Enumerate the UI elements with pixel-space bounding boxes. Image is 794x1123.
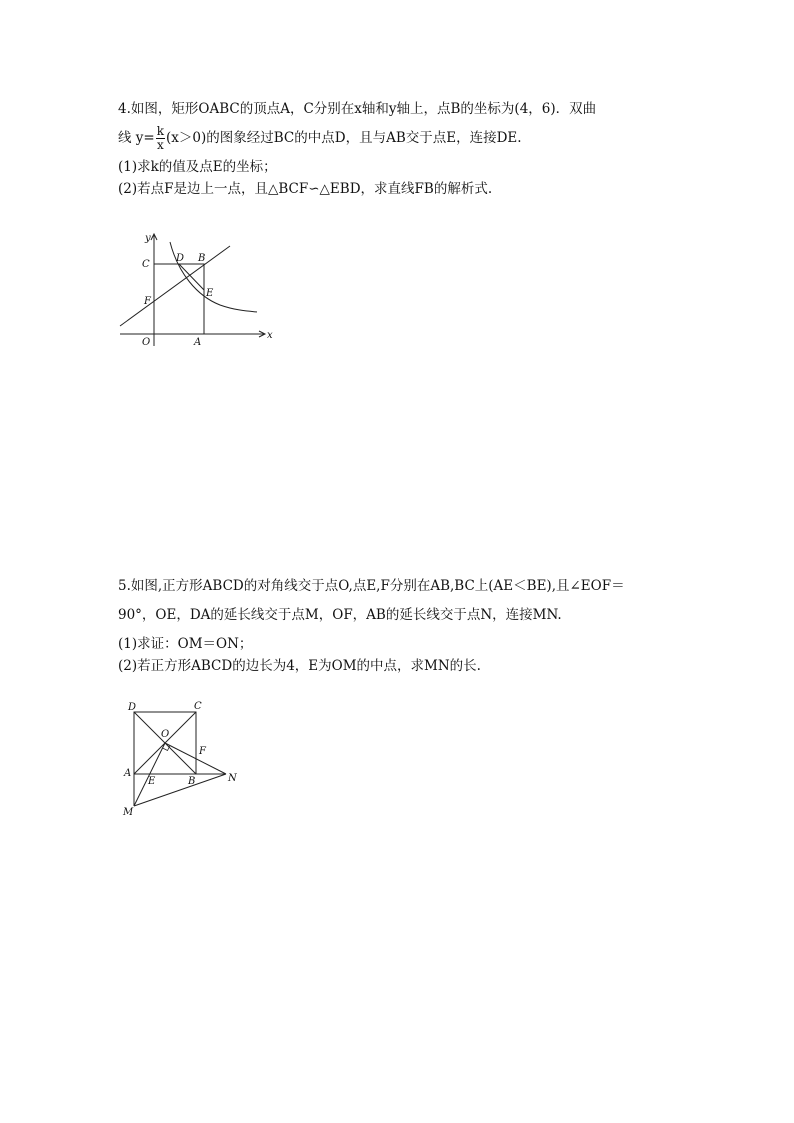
problem-5-question-1: (1)求证：OM＝ON； [118,636,253,652]
fraction-denominator: x [156,138,164,152]
label-point-d: D [176,253,185,264]
label-point-f: F [144,296,151,307]
label-point-n: N [228,773,237,784]
problem-4-question-2: (2)若点F是边上一点，且△BCF∽△EBD，求直线FB的解析式. [118,181,493,197]
problem-4-line-2-prefix: 线 y= [118,130,155,146]
label-point-c: C [194,701,202,712]
label-point-o: O [142,337,151,348]
label-point-c: C [142,259,150,270]
figure-5 [118,696,248,821]
problem-5-line-2: 90°，OE，DA的延长线交于点M，OF，AB的延长线交于点N，连接MN. [118,607,562,623]
label-point-o: O [161,729,170,740]
problem-5-line-1: 5.如图,正方形ABCD的对角线交于点O,点E,F分别在AB,BC上(AE＜BE),且∠EOF＝ [118,578,625,594]
fraction-k-over-x [156,125,165,152]
label-point-b: B [188,776,196,787]
label-point-m: M [123,807,134,818]
fraction-numerator: k [156,124,165,138]
figure-5-diagram [118,696,248,821]
problem-4-line-2 [118,120,718,156]
problem-4 [118,98,718,200]
label-point-b: B [198,253,206,264]
label-point-a: A [124,768,132,779]
problem-4-question-1: (1)求k的值及点E的坐标； [118,159,277,175]
problem-4-line-1: 4.如图，矩形OABC的顶点A，C分别在x轴和y轴上，点B的坐标为(4，6)．双曲 [118,101,597,117]
figure-4 [112,228,277,353]
rectangle-oabc [154,264,204,334]
label-x-axis: x [267,330,273,341]
problem-5-question-2: (2)若正方形ABCD的边长为4，E为OM的中点，求MN的长. [118,658,481,674]
label-point-a: A [194,337,202,348]
label-point-e: E [206,288,214,299]
problem-4-line-2-suffix: (x＞0)的图象经过BC的中点D，且与AB交于点E，连接DE. [166,130,522,146]
label-point-e: E [148,776,156,787]
label-point-d: D [128,702,137,713]
label-point-f: F [199,746,206,757]
figure-4-graph [112,228,277,353]
label-y-axis: y [145,233,151,244]
problem-5 [118,575,718,677]
